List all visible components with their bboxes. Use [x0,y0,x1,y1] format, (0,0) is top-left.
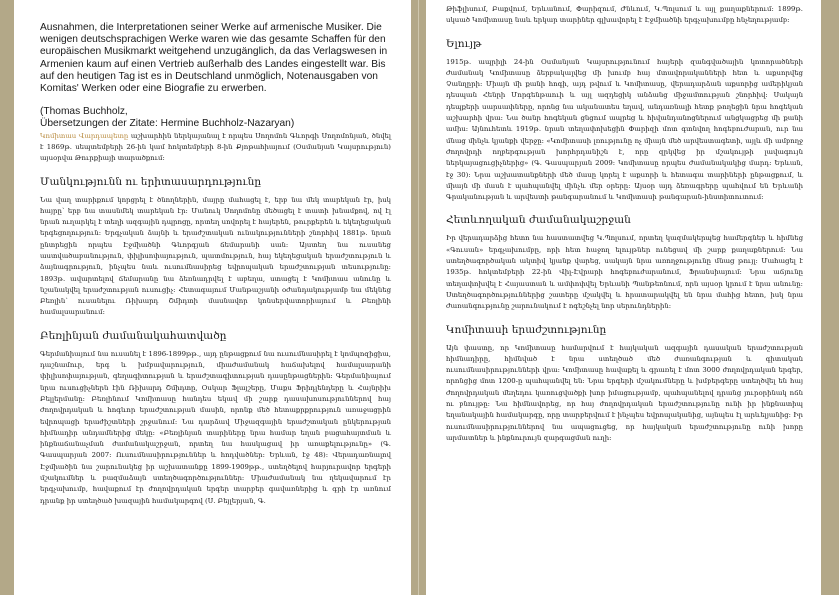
intro-text: աշխարհին ներկայանալ է որպես Սողոմոն Գևորգի Սողոմոնյան, ծնվել է 1869թ. սեպտեմբերի 26-ին կամ հոկտեմբերի 8-ին Քյոթահիայում (Օսմանյան Կայսրություն) այսօրվա Թուրքիայի տարածքում: [40,131,391,163]
german-translator: Übersetzungen der Zitate: Hermine Buchholz-Nazaryan) [40,118,295,130]
german-author: (Thomas Buchholz, [40,106,128,118]
section-heading-childhood: Մանկությունն ու երիտասարդությունը [40,175,262,188]
childhood-paragraph: Նա վաղ տարիքում կորցրել է ծնողներին, մայրը մահացել է, երբ նա մեկ տարեկան էր, իսկ հայրը՝ երբ նա տասնմեկ տարեկան էր: Մանուկ Սողոմոնը մեծացել է տատի խնամքով, ով էլ նրան ուղարկել է տեղի ազգային դպրոցը, որտեղ սովորել է հայերեն, թուրքերեն և եկեղեցական երգեցողություն: Երգչական ձայնի և երաժշտական ունակությունների շնորհիվ 1881թ. նրան ընտրեցին որպես Էջմիածնի Գևորգյան ճեմարանի սան: Այստեղ նա ուսանեց աստվածաբանություն, փիլիսոփայություն, պատմություն, հայ եկեղեցական երաժշտություն և ձայնագրություն, ինչպես նաև ուսումնասիրեց եվրոպական երաժշտության տեսությունը: 1893թ. ավարտելով ճեմարանը նա ձեռնադրվել է աբեղա, ստացել է Կոմիտաս անունը և նշանակվել երաժշտության ուսուցիչ: Հետագայում Մանթաշյանի օժանդակությամբ նա մեկնեց Բեռլին՝ ուսանելու Ռիխարդ Շմիդտի մասնավոր կոնսերվատորիայում և Բեռլինի համալսարանում: [40,195,391,317]
section-heading-berlin: Բեռլինյան ժամանակահատվածը [40,329,227,342]
berlin-paragraph: Գերմանիայում նա ուսանել է 1896-1899թթ., այդ ընթացքում նա ուսումնասիրել է կոմպոզիցիա, դաշնամուր, երգ և խմբավարություն, միաժամանակ հաճախելով համալսարանի փիլիսոփայության, գեղագիտության և երաժշտագիտության դասընթացներին: Գերմանիայում նրա ուսուցիչներն էին Ռիխարդ Շմիդտը, Օսկար Ֆլայշերը, Մաքս Ֆրիդլենդերը և Հայնրիխ Բելլերմանը: Բեռլինում Կոմիտասը հանդես եկավ մի շարք դասախոսություններով հայ ժողովրդական և հոգևոր երաժշտության մասին, որոնք մեծ հետաքրքրություն առաջացրին եվրոպացի երաժիշտների շրջանում: Նա դարձավ Միջազգային երաժշտական ընկերության հիմնադիր անդամներից մեկը: «Բեռլինյան տարիները նրա համար եղան բացահայտման և ինքնաճանաչման ժամանակաշրջան, որտեղ նա հասկացավ իր առաքելությունը» (Գ. Գասպարյան 2007: Ուսումնասիրություններ և հոդվածներ: Երևան, էջ 48): Վերադառնալով Էջմիածին նա շարունակեց իր աշխատանքը 1899-1909թթ., ստեղծելով հարյուրավոր երգերի մշակումներ և բազմաձայն ստեղծագործություններ: Միաժամանակ նա ղեկավարում էր երգչախումբ, հավաքում էր ժողովրդական երգեր տարբեր գավառներից և գրի էր առնում դրանք իր ստեղծած խազային համակարգով (Ս. Բեյլերյան, Գ. [40,349,391,505]
section-heading-later: Հետևողական ժամանակաշրջան [446,214,631,227]
german-paragraph: Ausnahmen, die Interpretationen seiner Werke auf armenische Musiker. Die wenigen deutschsprachigen Werke waren wie das gesamte Schaffen für den europäischen Musikmarkt weitgehend unzugänglich, da das Verlagswesen in Armenien kaum auf einen Vertrieb außerhalb des Landes eingestellt war. Bis auf den heutigen Tag ist es in Deutschland unmöglich, Notenausgaben von Komitas' Werken oder eine Biografie zu erwerben. [40,22,388,95]
continued-paragraph: Թիֆլիսում, Բաքվում, Երևանում, Փարիզում, Ժնևում, Կ.Պոլսում և այլ քաղաքներում: 1899թ. սկսած Կոմիտասը նաև երկար տարիներ գլխավորել է Էջմիածնի երգչախումբը հնչեղությամբ: [446,5,803,25]
page-gutter [418,0,419,595]
intro-name: Կոմիտաս Վարդապետը [40,131,129,140]
exile-paragraph: 1915թ. ապրիլի 24-ին Օսմանյան Կայսրությունում հայերի զանգվածային կոտորածների ժամանակ Կոմիտասը ձերբակալվեց մի խումբ հայ մտավորականների հետ և աքսորվեց Չանղըրի: Միայն մի քանի հոգի, այդ թվում և Կոմիտասը, վերադարձան աքսորից ամերիկյան դեսպան Հենրի Մորգենթաուի և այլ ազդեցիկ անձանց միջամտության շնորհիվ: Սակայն դեպքերի սարսափները, որոնց նա ականատես եղավ, անդառնալի հետք թողեցին նրա հոգեկան աշխարհի վրա: Նա ծանր հոգեկան ցնցում ապրեց և հիվանդանոցներում անցկացրեց մի քանի ամիս: Այնուհետև 1919թ. նրան տեղափոխեցին Փարիզի մոտ գտնվող հոգեբուժարան, ուր նա մնաց մինչև կյանքի վերջը: «Կոմիտասի լռությունը ոչ միայն մեծ արվեստագետի, այլև մի ամբողջ ժողովրդի ողբերգության խորհրդանիշն է, որը զրկվեց իր մշակույթի լավագույն ներկայացուցիչներից» (Գ. Գասպարյան 2009: Կոմիտասը որպես ժամանակակից մարդ: Երևան, էջ 30): Նրա աշխատանքների մեծ մասը կորել է աքսորի և հետագա տարիների ընթացքում, և միայն մի մասն է պահպանվել մինչև մեր օրերը: Այսօր այդ ձեռագրերը պահվում են Երևանի Գրականության և արվեստի թանգարանում և Կոմիտասի թանգարան-ինստիտուտում: [446,57,803,202]
section-heading-exile: Ելույթ [446,37,482,50]
right-page [426,0,821,595]
section-heading-music: Կոմիտասի երաժշտությունը [446,323,607,336]
left-page [14,0,411,595]
music-paragraph: Այն փաստը, որ Կոմիտասը համարվում է հայկական ազգային դասական երաժշտության հիմնադիրը, հիմնված է նրա ստեղծած մեծ ժառանգության և գիտական ուսումնասիրությունների վրա: Կոմիտասը հավաքել և գրառել է մոտ 3000 ժողովրդական երգեր, որոնցից մոտ 1200-ը պահպանվել են: Նրա երգերի մշակումները և խմբերգերը ստեղծվել են հայ ժողովրդական մեղեդու կառուցվածքի խոր իմացությամբ, պահպանելով դրանց յուրօրինակ ոճն ու բնույթը: Նա հիմնավորեց, որ հայ ժողովրդական երաժշտությունը ունի իր ինքնատիպ եղանակային համակարգը, որը տարբերվում է ինչպես եվրոպականից, այնպես էլ արևելյանից: Իր ուսումնասիրություններով նա ապացուցեց, որ հայկական երաժշտությունը ունի խորը արմատներ և ինքնուրույն զարգացման ուղի: [446,343,803,442]
intro-paragraph [40,131,391,165]
later-paragraph: Իր վերադարձից հետո նա հաստատվեց Կ.Պոլսում, որտեղ կազմակերպեց համերգներ և հիմնեց «Գուսան» երգչախումբը, որի հետ հաջող ելույթներ ունեցավ մի շարք քաղաքներում: Նա ստեղծագործական ակտիվ կյանք վարեց, սակայն նրա առողջությունը մնաց թույլ: Մահացել է 1935թ. հոկտեմբերի 22-ին Վիլ-Էվրարի հոգեբուժարանում, Ֆրանսիայում: Նրա աճյունը տեղափոխվել է Հայաստան և ամփոփվել Երևանի Պանթեոնում, որն այսօր կրում է նրա անունը: Ստեղծագործություններից շատերը մշակվել և հրատարակվել են նրա մահից հետո, իսկ նրա ժառանգությունը շարունակում է ոգեշնչել նոր սերունդներին: [446,234,803,311]
